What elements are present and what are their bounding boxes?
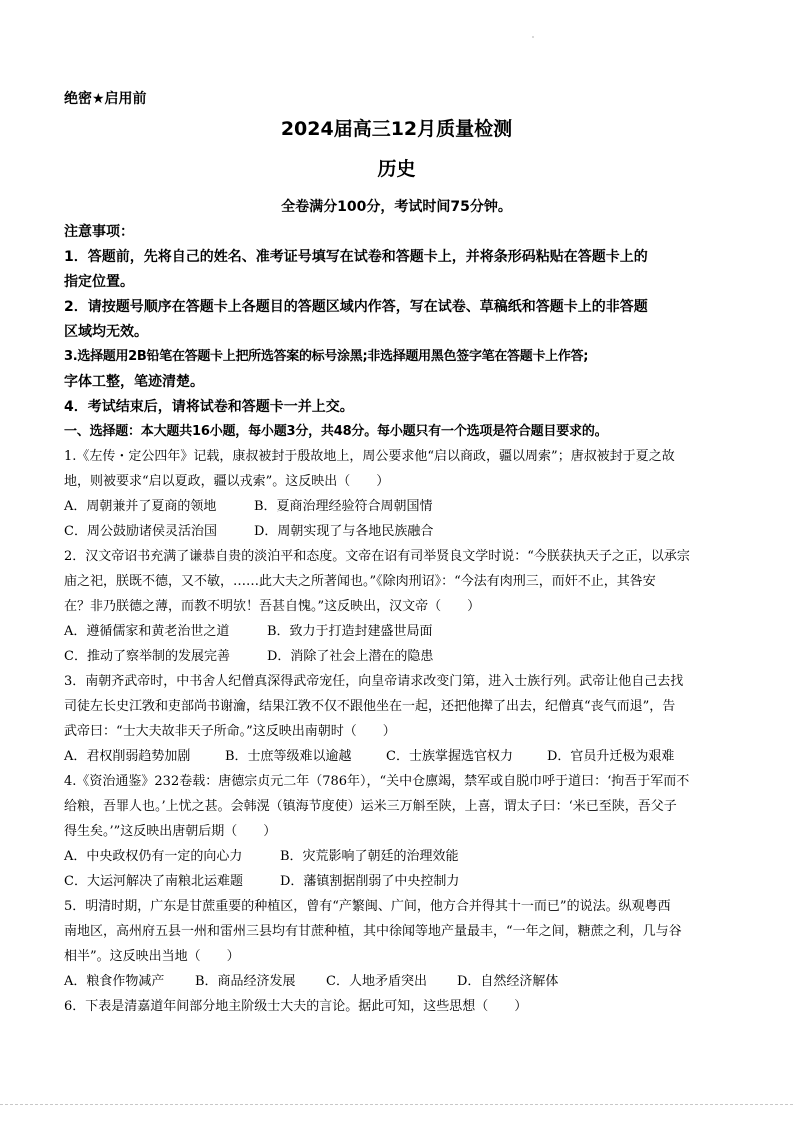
question-3-option-b[interactable]: B．士庶等级难以逾越 <box>225 749 352 764</box>
question-4-option-d[interactable]: D．藩镇割据削弱了中央控制力 <box>280 874 460 889</box>
question-4-line-3: 得生矣。’”这反映出唐朝后期（ ） <box>64 824 277 839</box>
question-5-option-d[interactable]: D．自然经济解体 <box>457 974 559 989</box>
question-3-line-2: 司徒左长史江敩和吏部尚书谢瀹，结果江敩不仅不跟他坐在一起，还把他撵了出去，纪僧真“丧气而退”，告 <box>64 699 676 714</box>
question-4-options-row-1 <box>64 848 459 866</box>
notice-item-3-line-1: 3.选择题用2B铅笔在答题卡上把所选答案的标号涂黑;非选择题用黑色签字笔在答题卡上作答; <box>64 349 589 364</box>
question-2-options-row-1 <box>64 623 433 641</box>
subject-title: 历史 <box>377 158 416 180</box>
notice-item-4-line-1: 4．考试结束后，请将试卷和答题卡一并上交。 <box>64 399 354 415</box>
question-5-option-b[interactable]: B．商品经济发展 <box>195 974 296 989</box>
question-4-option-b[interactable]: B．灾荒影响了朝廷的治理效能 <box>280 849 459 864</box>
question-2-option-c[interactable]: C．推动了察举制的发展完善 <box>64 649 230 664</box>
question-5-option-a[interactable]: A．粮食作物减产 <box>64 974 165 989</box>
question-1-option-b[interactable]: B．夏商治理经验符合周朝国情 <box>254 499 433 514</box>
question-2-options-row-2 <box>64 648 433 666</box>
question-6-line-1: 6．下表是清嘉道年间部分地主阶级士大夫的言论。据此可知，这些思想（ ） <box>64 999 528 1014</box>
question-4-option-c[interactable]: C．大运河解决了南粮北运难题 <box>64 874 243 889</box>
question-4-option-a[interactable]: A．中央政权仍有一定的向心力 <box>64 849 243 864</box>
question-3-option-d[interactable]: D．官员升迁极为艰难 <box>547 749 675 764</box>
notice-heading: 注意事项： <box>64 224 134 240</box>
question-3-option-c[interactable]: C．士族掌握选官权力 <box>386 749 513 764</box>
notice-item-1-line-1: 1．答题前，先将自己的姓名、准考证号填写在试卷和答题卡上，并将条形码粘贴在答题卡上的 <box>64 249 648 265</box>
question-5-line-3: 相半”。这反映出当地（ ） <box>64 949 240 964</box>
question-5-line-1: 5．明清时期，广东是甘蔗重要的种植区，曾有“产繁闽、广间，他方合并得其十一而已”的说法。纵观粤西 <box>64 899 671 914</box>
question-2-option-a[interactable]: A．遵循儒家和黄老治世之道 <box>64 624 230 639</box>
question-5-line-2: 南地区，高州府五县一州和雷州三县均有甘蔗种植，其中徐闻等地产量最丰，“一年之间，糖蔗之利，几与谷 <box>64 924 682 939</box>
question-4-line-2: 给粮，吾罪人也。’上忧之甚。会韩滉（镇海节度使）运米三万斛至陕，上喜，谓太子曰：‘米已至陕，吾父子 <box>64 799 677 814</box>
question-1-option-c[interactable]: C．周公鼓励诸侯灵活治国 <box>64 524 217 539</box>
score-time-line: 全卷满分100分，考试时间75分钟。 <box>281 199 512 215</box>
question-1-options-row-1 <box>64 498 433 516</box>
question-1-options-row-2 <box>64 523 433 541</box>
question-3-option-a[interactable]: A．君权削弱趋势加剧 <box>64 749 191 764</box>
exam-title: 2024届高三12月质量检测 <box>280 118 513 140</box>
question-2-line-2: 庙之祀，朕既不德，又不敏，……此大夫之所著闻也。”《除肉刑诏》：“今法有肉刑三，而奸不止，其咎安 <box>64 574 656 589</box>
notice-item-2-line-2: 区域均无效。 <box>64 324 148 340</box>
question-4-options-row-2 <box>64 873 459 891</box>
question-3-line-1: 3．南朝齐武帝时，中书舍人纪僧真深得武帝宠任，向皇帝请求改变门第，进入士族行列。武帝让他自己去找 <box>64 674 684 689</box>
question-3-line-3: 武帝曰：“士大夫故非天子所命。”这反映出南朝时（ ） <box>64 724 396 739</box>
question-1-option-a[interactable]: A．周朝兼并了夏商的领地 <box>64 499 217 514</box>
confidential-label: 绝密★启用前 <box>64 91 147 107</box>
question-1-option-d[interactable]: D．周朝实现了与各地民族融合 <box>254 524 434 539</box>
question-2-option-b[interactable]: B．致力于打造封建盛世局面 <box>267 624 433 639</box>
question-3-options-row <box>64 748 674 766</box>
question-1-line-2: 地，则被要求“启以夏政，疆以戎索”。这反映出（ ） <box>64 474 390 489</box>
notice-item-2-line-1: 2．请按题号顺序在答题卡上各题目的答题区域内作答，写在试卷、草稿纸和答题卡上的非答题 <box>64 299 648 315</box>
question-2-line-1: 2．汉文帝诏书充满了谦恭自贵的淡泊平和态度。文帝在诏有司举贤良文学时说：“今朕获执天子之正，以承宗 <box>64 549 690 564</box>
notice-item-1-line-2: 指定位置。 <box>64 274 134 290</box>
question-2-line-3: 在？非乃朕德之薄，而教不明欤！吾甚自愧。”这反映出，汉文帝（ ） <box>64 599 481 614</box>
section-heading: 一、选择题：本大题共16小题，每小题3分，共48分。每小题只有一个选项是符合题目要求的。 <box>64 424 608 439</box>
page-bottom-divider <box>0 1104 793 1105</box>
question-1-line-1: 1.《左传・定公四年》记载，康叔被封于殷故地上，周公要求他“启以商政，疆以周索”；唐叔被封于夏之故 <box>64 449 675 464</box>
question-5-option-c[interactable]: C．人地矛盾突出 <box>326 974 427 989</box>
scan-speck <box>532 36 534 38</box>
question-4-line-1: 4.《资治通鉴》232卷载：唐德宗贞元二年（786年），“关中仓廪竭，禁军或自脱巾呼于道曰：‘拘吾于军而不 <box>64 774 690 789</box>
question-5-options-row <box>64 973 558 991</box>
question-2-option-d[interactable]: D．消除了社会上潜在的隐患 <box>267 649 434 664</box>
notice-item-3-line-2: 字体工整，笔迹清楚。 <box>64 374 204 390</box>
